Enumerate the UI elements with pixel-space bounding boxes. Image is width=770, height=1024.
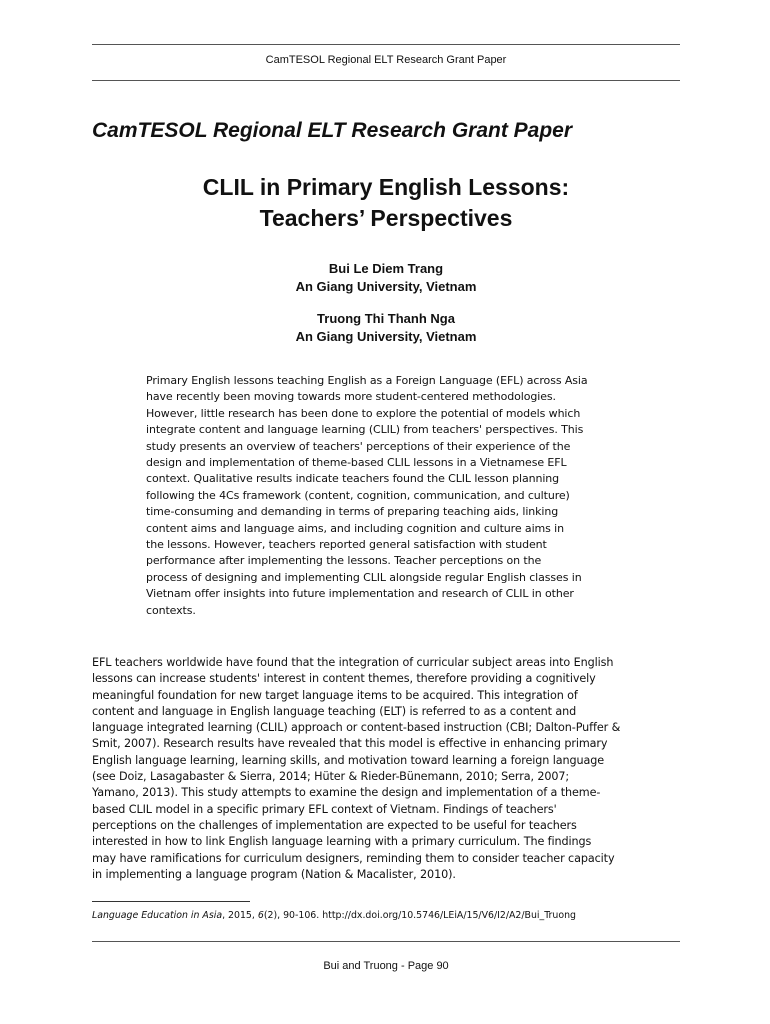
author-affiliation: An Giang University, Vietnam: [295, 279, 477, 294]
abstract-line: Primary English lessons teaching English as a Foreign Language (EFL) across Asia: [146, 374, 588, 387]
footnote-doi-link[interactable]: http://dx.doi.org/10.5746/LEiA/15/V6/I2/A2/Bui_Truong: [322, 910, 576, 921]
body-line: may have ramifications for curriculum designers, reminding them to consider teacher capacity: [92, 851, 615, 865]
footnote-year: , 2015,: [222, 910, 258, 921]
paper-title: [92, 172, 680, 234]
footer-rule: [92, 941, 680, 942]
body-line: Smit, 2007). Research results have revealed that this model is effective in enhancing primary: [92, 737, 608, 751]
body-line: language integrated learning (CLIL) approach or content-based instruction (CBI; Dalton-Puffer &: [92, 721, 621, 735]
author-name: Bui Le Diem Trang: [328, 261, 444, 276]
abstract-line: However, little research has been done to explore the potential of models which: [146, 406, 581, 420]
body-line: Yamano, 2013). This study attempts to examine the design and implementation of a theme-: [92, 786, 601, 800]
abstract-line: integrate content and language learning (CLIL) from teachers' perspectives. This: [146, 423, 584, 437]
author-block-1: [92, 260, 680, 296]
abstract-line: process of designing and implementing CLIL alongside regular English classes in: [146, 570, 582, 584]
abstract-line: contexts.: [146, 603, 196, 617]
abstract-line: time-consuming and demanding in terms of preparing teaching aids, linking: [146, 505, 559, 519]
footnote-journal: Language Education in Asia: [92, 910, 223, 921]
abstract-line: Vietnam offer insights into future implementation and research of CLIL in other: [146, 587, 574, 601]
abstract-line: design and implementation of theme-based CLIL lessons in a Vietnamese EFL: [146, 456, 567, 470]
running-head: CamTESOL Regional ELT Research Grant Paper: [265, 54, 507, 66]
abstract-line: content aims and language aims, and including cognition and culture aims in: [146, 521, 564, 535]
footnote-rule: [92, 901, 250, 902]
abstract-line: following the 4Cs framework (content, cognition, communication, and culture): [146, 488, 570, 502]
abstract-line: performance after implementing the lessons. Teacher perceptions on the: [146, 554, 542, 568]
body-line: interested in how to link English language learning with a primary curriculum. The findings: [92, 835, 592, 849]
paper-title-line-1: CLIL in Primary English Lessons:: [202, 174, 570, 200]
body-paragraph: [92, 655, 684, 883]
abstract-line: context. Qualitative results indicate teachers found the CLIL lesson planning: [146, 472, 560, 486]
series-title: CamTESOL Regional ELT Research Grant Paper: [92, 119, 573, 142]
abstract-line: study presents an overview of teachers' perceptions of their experience of the: [146, 439, 571, 453]
footnote-volume: 6: [257, 910, 264, 921]
footnote-issue-pages: (2), 90-106.: [263, 910, 323, 921]
body-line: meaningful foundation for new target language items to be acquired. This integration of: [92, 688, 578, 702]
abstract-line: have recently been moving towards more student-centered methodologies.: [146, 390, 556, 404]
header-rule-bottom: [92, 80, 680, 81]
body-line: (see Doiz, Lasagabaster & Sierra, 2014; Hüter & Rieder-Bünemann, 2010; Serra, 2007;: [92, 770, 570, 784]
body-line: based CLIL model in a specific primary EFL context of Vietnam. Findings of teachers': [92, 802, 557, 816]
paper-title-line-2: Teachers’ Perspectives: [259, 205, 513, 231]
body-line: English language learning, learning skills, and motivation toward learning a foreign language: [92, 753, 604, 767]
running-foot: Bui and Truong - Page 90: [323, 960, 449, 972]
abstract-line: the lessons. However, teachers reported general satisfaction with student: [146, 538, 547, 552]
author-affiliation: An Giang University, Vietnam: [295, 329, 477, 344]
body-line: EFL teachers worldwide have found that the integration of curricular subject areas into English: [92, 656, 614, 669]
author-block-2: [92, 310, 680, 346]
body-line: in implementing a language program (Nation & Macalister, 2010).: [92, 867, 456, 881]
header-rule-top: [92, 44, 680, 45]
body-line: perceptions on the challenges of implementation are expected to be useful for teachers: [92, 818, 577, 832]
author-name: Truong Thi Thanh Nga: [317, 311, 455, 326]
body-line: lessons can increase students' interest in content themes, therefore providing a cognitively: [92, 672, 596, 686]
body-line: content and language in English language teaching (ELT) is referred to as a content and: [92, 704, 577, 718]
footnote-citation: [92, 910, 692, 921]
abstract: [146, 373, 656, 619]
